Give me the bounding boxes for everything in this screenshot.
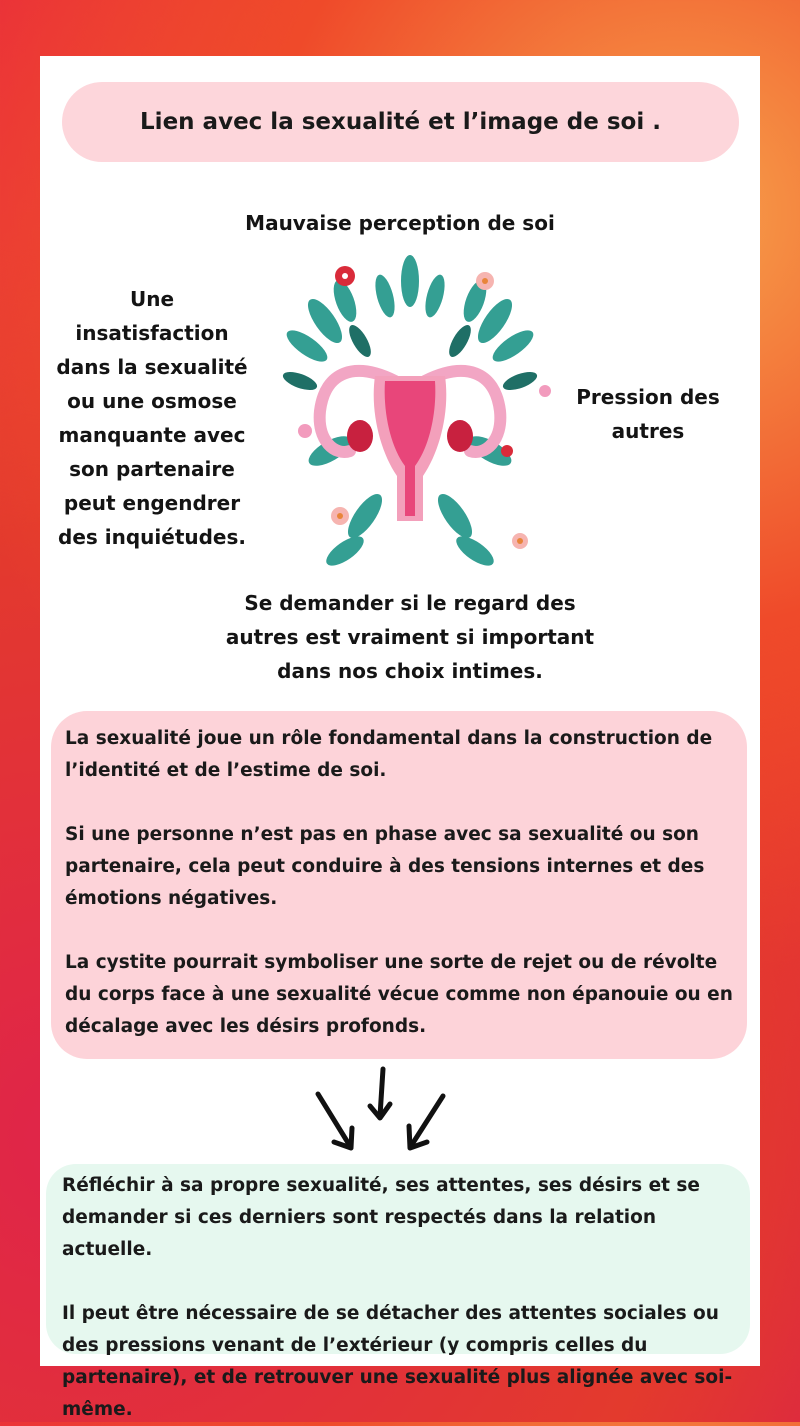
advice-paragraph-2: Il peut être nécessaire de se détacher des attentes sociales ou des pressions venant de l’extérieur (y compris celles du partenaire), et de retrouver une sexualité plus alignée avec soi-même. bbox=[62, 1303, 733, 1420]
explanation-box bbox=[51, 711, 747, 1059]
advice-paragraph-1: Réfléchir à sa propre sexualité, ses attentes, ses désirs et se demander si ces derniers sont respectés dans la relation actuelle. bbox=[62, 1175, 700, 1260]
right-label: Pression des autres bbox=[576, 385, 720, 443]
explanation-paragraph-1: La sexualité joue un rôle fondamental dans la construction de l’identité et de l’estime de soi. bbox=[65, 728, 713, 781]
advice-box bbox=[46, 1164, 750, 1420]
down-arrows-icon bbox=[308, 1064, 458, 1159]
page-title: Lien avec la sexualité et l’image de soi . bbox=[62, 82, 739, 162]
bottom-label: Se demander si le regard des autres est vraiment si important dans nos choix intimes. bbox=[225, 591, 595, 683]
left-label: Une insatisfaction dans la sexualité ou une osmose manquante avec son partenaire peut engendrer des inquiétudes. bbox=[56, 287, 248, 549]
explanation-paragraph-2: Si une personne n’est pas en phase avec sa sexualité ou son partenaire, cela peut conduire à des tensions internes et des émotions négatives. bbox=[65, 824, 705, 909]
poster-card bbox=[40, 56, 760, 1420]
top-label: Mauvaise perception de soi bbox=[245, 211, 555, 235]
explanation-paragraph-3: La cystite pourrait symboliser une sorte de rejet ou de révolte du corps face à une sexualité vécue comme non épanouie ou en décalage avec les désirs profonds. bbox=[65, 952, 733, 1037]
uterus-floral-illustration bbox=[245, 251, 575, 581]
